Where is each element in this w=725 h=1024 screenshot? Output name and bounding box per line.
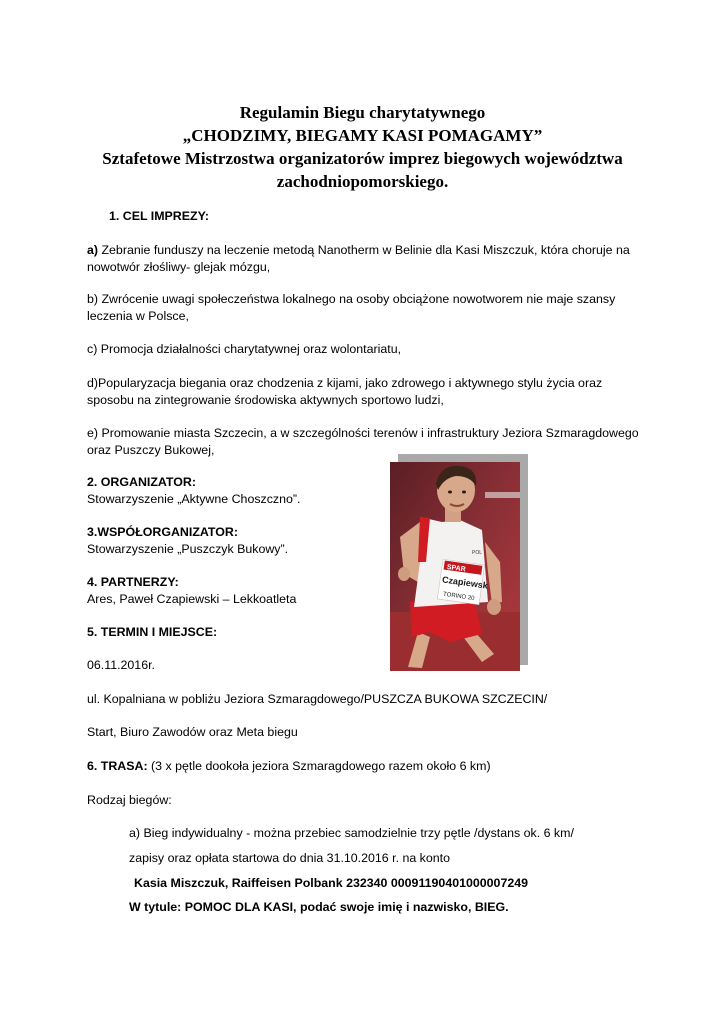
event-start-info: Start, Biuro Zawodów oraz Meta biegu — [87, 725, 298, 739]
race-types-label: Rodzaj biegów: — [87, 793, 172, 807]
event-place: ul. Kopalniana w pobliżu Jeziora Szmaragdowego/PUSZCZA BUKOWA SZCZECIN/ — [87, 692, 548, 706]
section-3-heading: 3.WSPÓŁORGANIZATOR: — [87, 525, 238, 539]
event-date: 06.11.2016r. — [87, 658, 155, 672]
title-line-1: Regulamin Biegu charytatywnego — [239, 103, 486, 122]
section-1-heading: 1. CEL IMPREZY: — [109, 209, 210, 223]
bib-event: TORINO 20 — [442, 591, 475, 602]
goal-a-line-1 — [87, 242, 630, 259]
athlete-photo — [390, 462, 520, 671]
signup-info: zapisy oraz opłata startowa do dnia 31.10.2016 r. na konto — [129, 851, 450, 865]
route-line — [87, 758, 491, 775]
section-5-heading: 5. TERMIN I MIEJSCE: — [87, 625, 218, 639]
partners-text: Ares, Paweł Czapiewski – Lekkoatleta — [87, 592, 297, 606]
shirt-mark: POL — [472, 550, 483, 556]
bank-account: Kasia Miszczuk, Raiffeisen Polbank 232340 00091190401000007249 — [134, 876, 529, 890]
goal-e-line-1: e) Promowanie miasta Szczecin, a w szczególności terenów i infrastruktury Jeziora Szmaragdowego — [87, 426, 639, 440]
bib-name: Czapiewsk — [441, 574, 489, 591]
goal-a-label: a) — [87, 243, 99, 257]
section-6-heading: 6. TRASA: — [87, 759, 148, 773]
goal-d-line-2: sposobu na zintegrowanie środowiska aktywnych sportowo ludzi, — [87, 393, 444, 407]
goal-d-line-1: d)Popularyzacja biegania oraz chodzenia z kijami, jako zdrowego i aktywnego stylu życia oraz — [87, 376, 603, 390]
goal-b-line-1: b) Zwrócenie uwagi społeczeństwa lokalnego na osoby obciążone nowotworem nie maje szansy — [87, 292, 616, 306]
section-2-heading: 2. ORGANIZATOR: — [87, 475, 196, 489]
goal-e-line-2: oraz Puszczy Bukowej, — [87, 443, 215, 457]
route-text: (3 x pętle dookoła jeziora Szmaragdowego razem około 6 km) — [147, 759, 491, 773]
goal-a-line-2: nowotwór złośliwy- glejak mózgu, — [87, 260, 271, 274]
title-line-2: „CHODZIMY, BIEGAMY KASI POMAGAMY” — [182, 126, 543, 145]
section-4-heading: 4. PARTNERZY: — [87, 575, 179, 589]
title-line-4: zachodniopomorskiego. — [276, 172, 449, 191]
co-organizer-name: Stowarzyszenie „Puszczyk Bukowy”. — [87, 542, 289, 556]
race-type-a: a) Bieg indywidualny - można przebiec samodzielnie trzy pętle /dystans ok. 6 km/ — [129, 826, 574, 840]
document-title — [40, 101, 685, 193]
title-line-3: Sztafetowe Mistrzostwa organizatorów imprez biegowych województwa — [102, 149, 623, 168]
goal-c-line-1: c) Promocja działalności charytatywnej oraz wolontariatu, — [87, 342, 402, 356]
goal-b-line-2: leczenia w Polsce, — [87, 309, 189, 323]
bib-sponsor: SPAR — [446, 563, 467, 574]
organizer-name: Stowarzyszenie „Aktywne Choszczno”. — [87, 492, 301, 506]
transfer-title: W tytule: POMOC DLA KASI, podać swoje imię i nazwisko, BIEG. — [129, 900, 509, 914]
goal-a-text: Zebranie funduszy na leczenie metodą Nanotherm w Belinie dla Kasi Miszczuk, która choruje na — [98, 243, 630, 257]
athlete-illustration — [390, 462, 520, 671]
